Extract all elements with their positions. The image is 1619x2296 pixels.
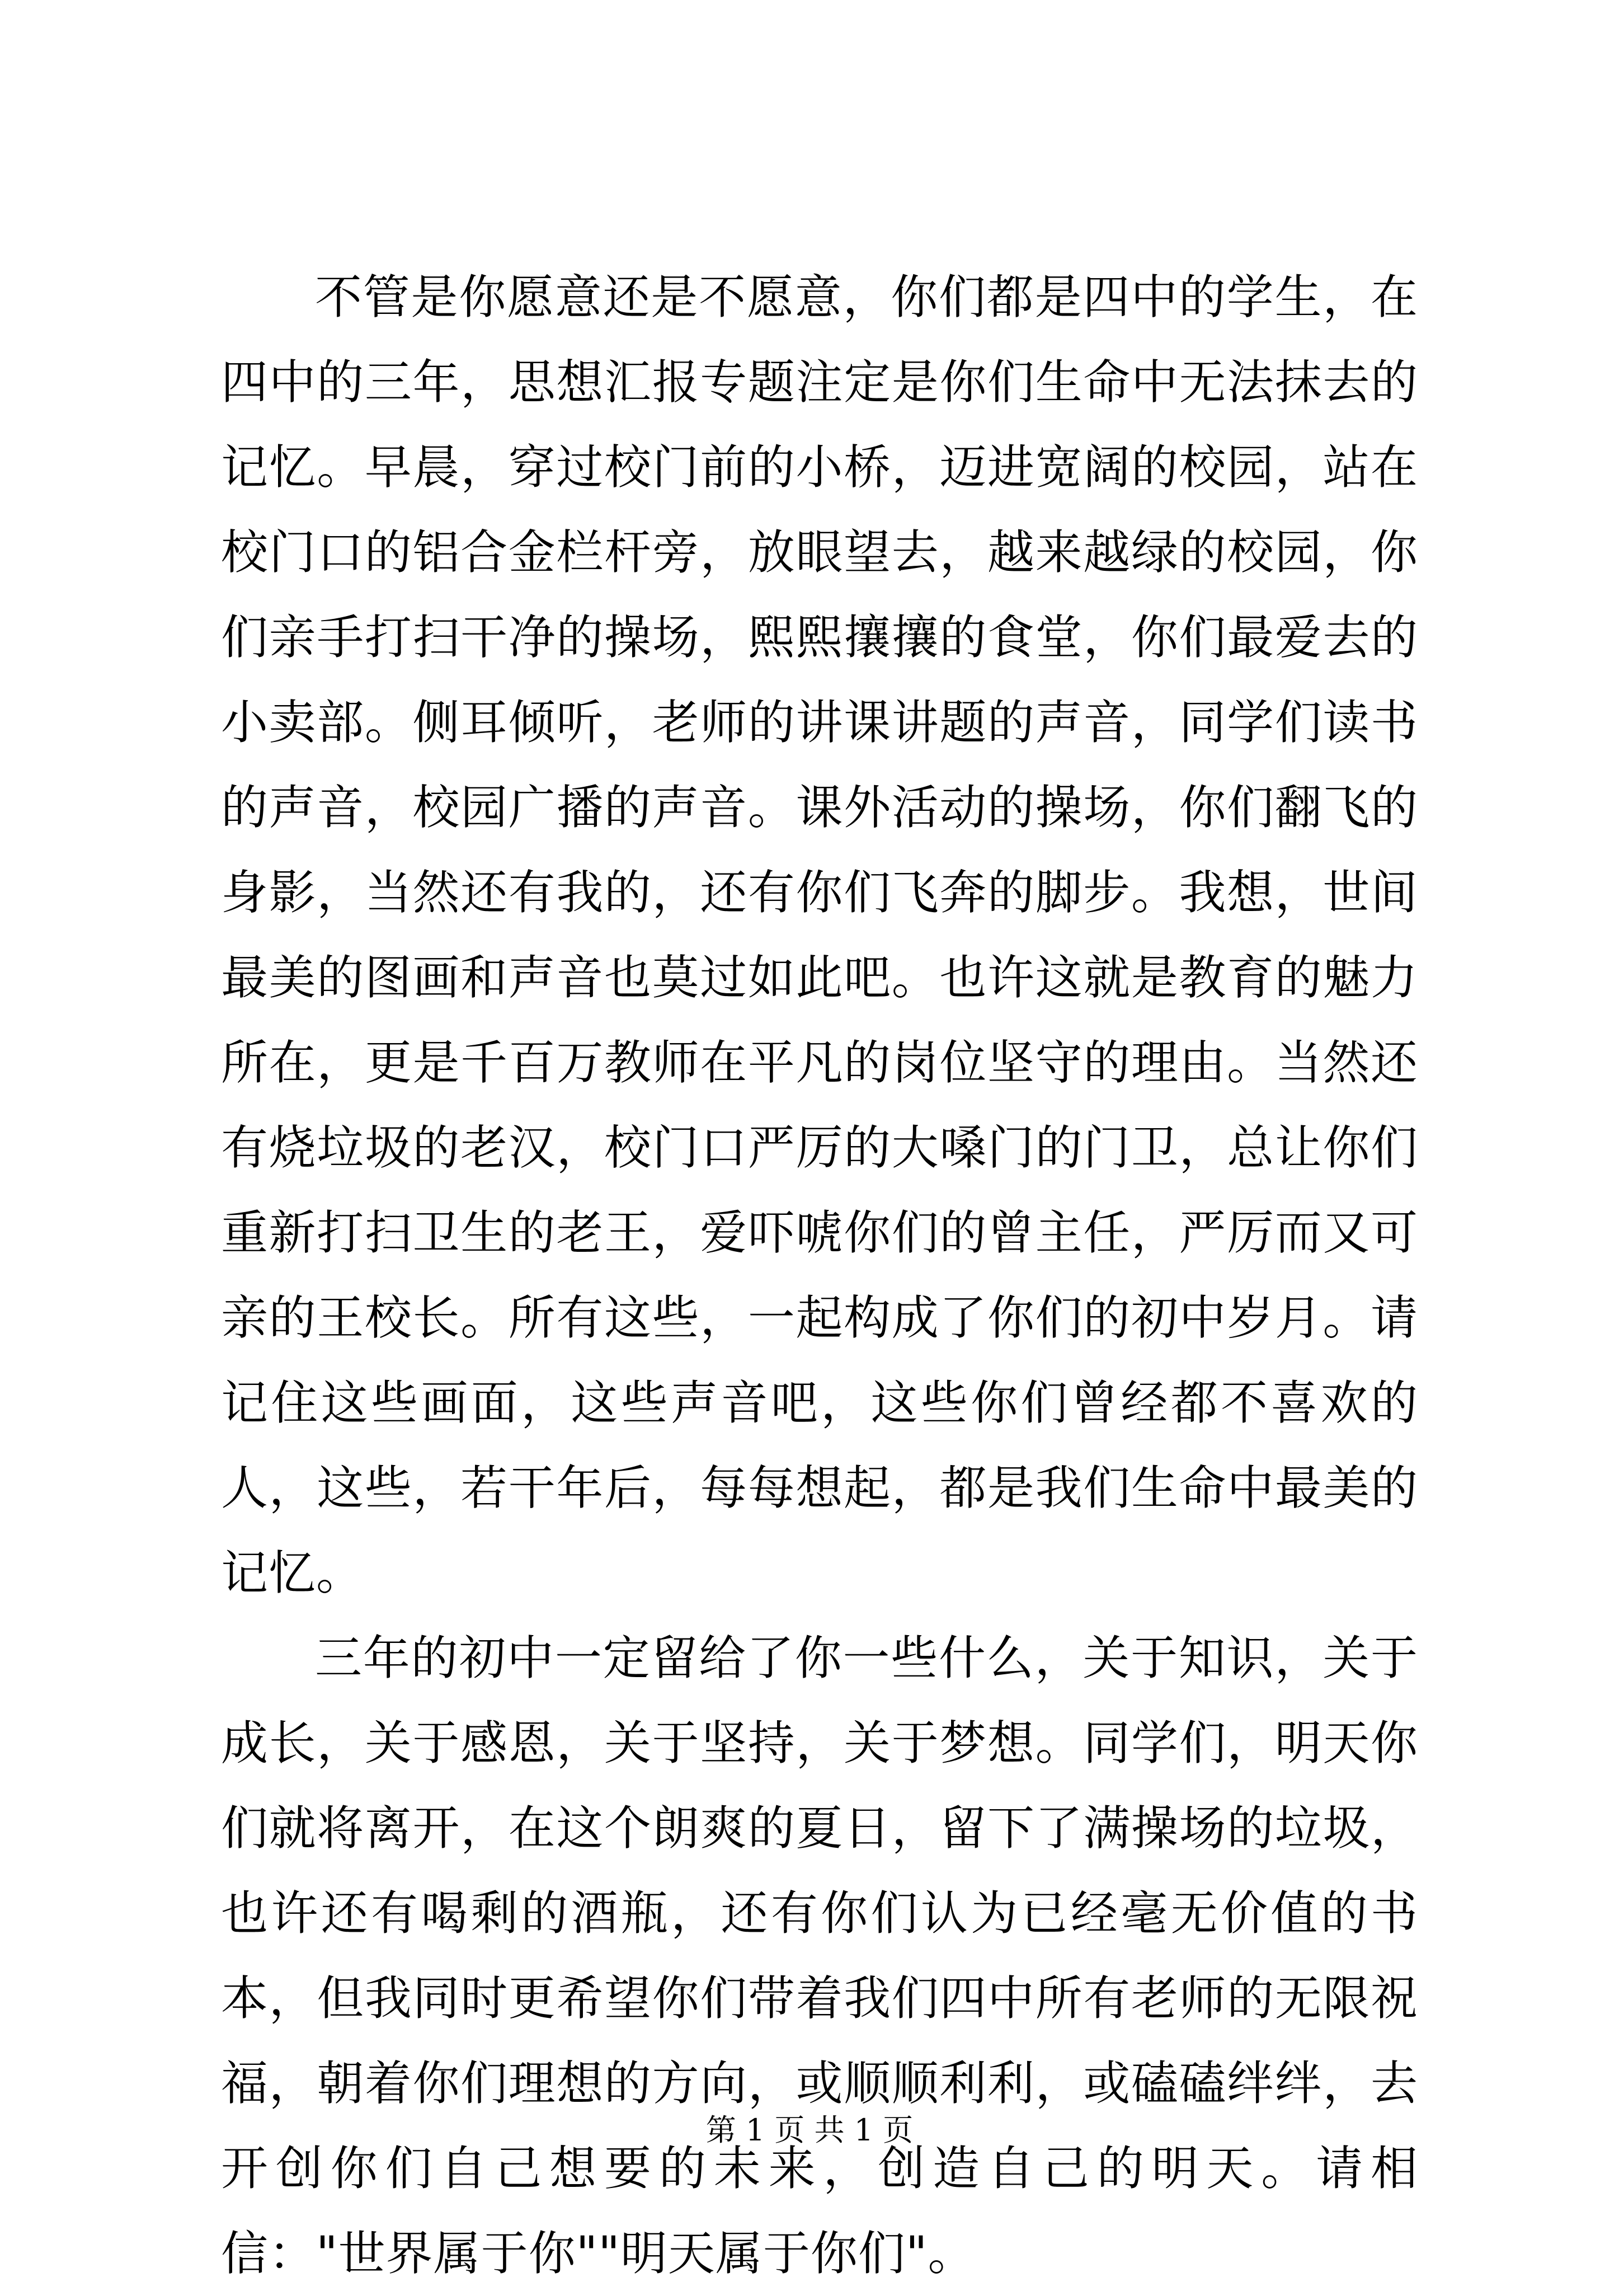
- paragraph-2: 三年的初中一定留给了你一些什么，关于知识，关于成长，关于感恩，关于坚持，关于梦想。同学们，明天你们就将离开，在这个朗爽的夏日，留下了满操场的垃圾，也许还有喝剩的酒瓶，还有你们认为已经毫无价值的书本，但我同时更希望你们带着我们四中所有老师的无限祝福，朝着你们理想的方向，或顺顺利利，或磕磕绊绊，去开创你们自己想要的未来，创造自己的明天。请相信："世界属于你""明天属于你们"。: [221, 1631, 1418, 2281]
- document-body: [221, 255, 1418, 2296]
- page-footer: 第 1 页 共 1 页: [705, 2112, 914, 2148]
- paragraph-1: 不管是你愿意还是不愿意，你们都是四中的学生，在四中的三年，思想汇报专题注定是你们生命中无法抹去的记忆。早晨，穿过校门前的小桥，迈进宽阔的校园，站在校门口的铝合金栏杆旁，放眼望去，越来越绿的校园，你们亲手打扫干净的操场，熙熙攘攘的食堂，你们最爱去的小卖部。侧耳倾听，老师的讲课讲题的声音，同学们读书的声音，校园广播的声音。课外活动的操场，你们翻飞的身影，当然还有我的，还有你们飞奔的脚步。我想，世间最美的图画和声音也莫过如此吧。也许这就是教育的魅力所在，更是千百万教师在平凡的岗位坚守的理由。当然还有烧垃圾的老汉，校门口严厉的大嗓门的门卫，总让你们重新打扫卫生的老王，爱吓唬你们的曾主任，严厉而又可亲的王校长。所有这些，一起构成了你们的初中岁月。请记住这些画面，这些声音吧，这些你们曾经都不喜欢的人，这些，若干年后，每每想起，都是我们生命中最美的记忆。: [221, 270, 1418, 1600]
